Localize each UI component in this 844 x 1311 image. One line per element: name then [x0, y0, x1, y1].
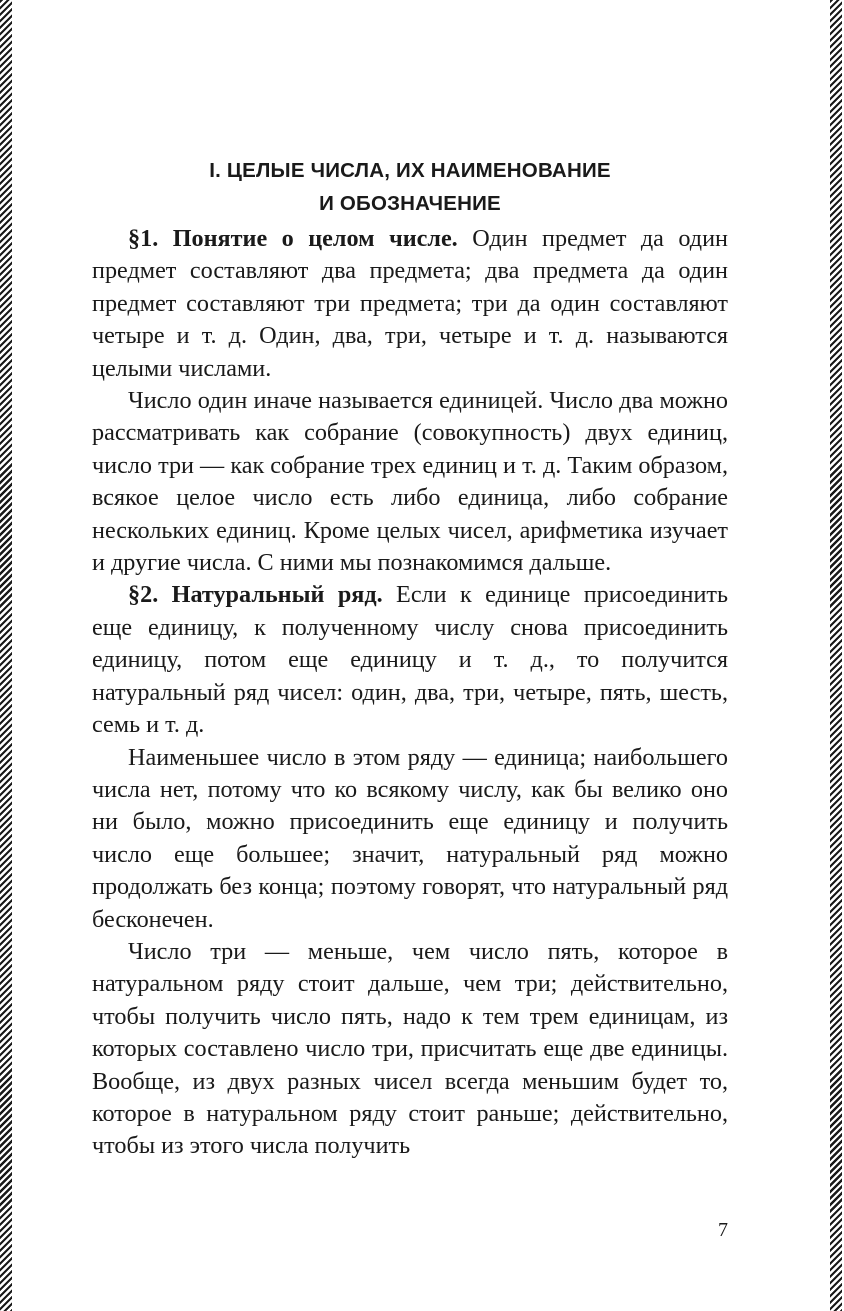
- chapter-heading: [92, 154, 728, 220]
- section-1-text: Один предмет да один предмет составляют два предмета; два предмета да один предмет составляют три предмета; три да один составляют четыре и т. д. Один, два, три, четыре и т. д. называются целыми числами.: [92, 225, 728, 382]
- paragraph-unit: Число один иначе называется единицей. Число два можно рассматривать как собрание (совокупность) двух единиц, число три — как собрание трех единиц и т. д. Таким образом, всякое целое число есть либо единица, либо собрание нескольких единиц. Кроме целых чисел, арифметика изучает и другие числа. С ними мы познакомимся дальше.: [92, 387, 728, 577]
- chapter-heading-line-1: I. ЦЕЛЫЕ ЧИСЛА, ИХ НАИМЕНОВАНИЕ: [209, 158, 611, 182]
- decorative-border-right: [830, 0, 842, 1311]
- body-text: [92, 223, 728, 1163]
- chapter-heading-line-2: И ОБОЗНАЧЕНИЕ: [319, 191, 501, 215]
- paragraph-infinite-series: Наименьшее число в этом ряду — единица; наибольшего числа нет, потому что ко всякому числу, как бы велико оно ни было, можно присоединить еще единицу и получить число еще большее; значит, натуральный ряд можно продолжать без конца; поэтому говорят, что натуральный ряд бесконечен.: [92, 743, 728, 933]
- section-2-text: Если к единице присоединить еще единицу, к полученному числу снова присоединить единицу, потом еще единицу и т. д., то получится натуральный ряд чисел: один, два, три, четыре, пять, шесть, семь и т. д.: [92, 581, 728, 739]
- section-1-title: §1. Понятие о целом числе.: [128, 225, 458, 252]
- section-2-title: §2. Натуральный ряд.: [128, 581, 383, 609]
- paragraph-section-2: [92, 579, 728, 741]
- page-number: 7: [718, 1219, 728, 1241]
- decorative-border-left: [0, 0, 12, 1311]
- book-page: [92, 0, 728, 1311]
- paragraph-section-1: [92, 223, 728, 385]
- paragraph-comparison: Число три — меньше, чем число пять, которое в натуральном ряду стоит дальше, чем три; действительно, чтобы получить число пять, надо к тем трем единицам, из которых составлено число три, присчитать еще две единицы. Вообще, из двух разных чисел всегда меньшим будет то, которое в натуральном ряду стоит раньше; действительно, чтобы из этого числа получить: [92, 937, 728, 1160]
